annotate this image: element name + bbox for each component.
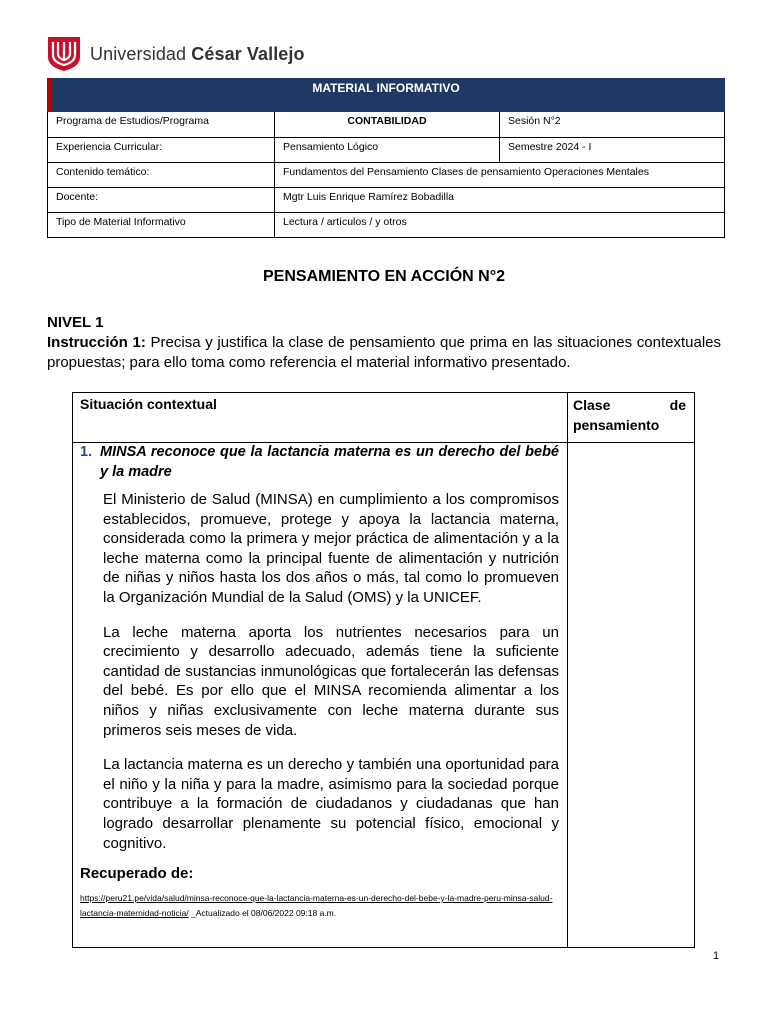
situation-title: MINSA reconoce que la lactancia materna es un derecho del bebé y la madre <box>100 444 559 480</box>
page-number: 1 <box>713 950 720 962</box>
situation-number: 1. <box>80 444 93 460</box>
column-header-thinking-class: Clase de pensamiento <box>573 397 686 433</box>
info-label: Docente: <box>48 188 275 212</box>
material-info-table <box>47 78 725 238</box>
info-value: CONTABILIDAD <box>275 112 500 137</box>
info-value: Mgtr Luis Enrique Ramírez Bobadilla <box>283 191 454 203</box>
instruction-text <box>47 333 721 373</box>
table-header-row <box>73 393 694 443</box>
info-label: Contenido temático: <box>48 163 275 187</box>
info-label: Programa de Estudios/Programa <box>48 112 275 137</box>
instruction-body: Precisa y justifica la clase de pensamiento que prima en las situaciones contextuales propuestas; para ello toma como referencia el material informativo presentado. <box>47 334 721 371</box>
table-row <box>73 443 694 947</box>
info-value: Lectura / artículos / y otros <box>283 216 407 228</box>
paragraph: La leche materna aporta los nutrientes necesarios para un crecimiento y desarrollo adecuado, además tiene la suficiente cantidad de sustancias inmunológicas que fortalecerán las defensas del bebé. Es por ello que el MINSA recomienda alimentar a los niños y niñas exclusivamente con leche materna durante sus primeros seis meses de vida. <box>103 623 559 739</box>
situation-heading <box>80 442 559 482</box>
instruction-label: Instrucción 1: <box>47 334 146 351</box>
info-table-title: MATERIAL INFORMATIVO <box>312 81 460 95</box>
paragraph: El Ministerio de Salud (MINSA) en cumplimiento a los compromisos establecidos, promueve, protege y apoya la lactancia materna, considerada como la primera y mejor práctica de alimentación y a la leche materna como la principal fuente de alimentación y nutrición de niñas y niños hasta los dos años o más, tal como lo promueven la Organización Mundial de la Salud (OMS) y la UNICEF. <box>103 491 559 606</box>
answer-cell[interactable] <box>568 443 694 947</box>
source-label: Recuperado de: <box>80 865 194 883</box>
info-table-header <box>47 78 725 112</box>
info-row-contenido <box>48 162 724 187</box>
accent-bar <box>47 78 52 112</box>
situations-table <box>72 392 695 948</box>
page-title: PENSAMIENTO EN ACCIÓN N°2 <box>263 268 505 285</box>
paragraph: La lactancia materna es un derecho y también una oportunidad para el niño y la niña y para la madre, asimismo para la sociedad porque contribuye a la formación de ciudadanos y ciudadanas que han logrado desarrollar plenamente su potencial físico, emocional y cognitivo. <box>103 756 559 852</box>
source-link[interactable]: https://peru21.pe/vida/salud/minsa-reconoce-que-la-lactancia-materna-es-un-derecho-del-bebe-y-la-madre-peru-minsa-salud-lactancia-maternidad-noticia/ <box>80 893 553 919</box>
level-heading: NIVEL 1 <box>47 314 104 331</box>
info-value: Fundamentos del Pensamiento Clases de pensamiento Operaciones Mentales <box>283 166 649 178</box>
info-extra: Semestre 2024 - I <box>508 141 592 153</box>
source-citation <box>80 891 559 921</box>
info-label: Tipo de Material Informativo <box>48 213 275 237</box>
info-row-docente <box>48 187 724 212</box>
info-row-programa <box>48 112 724 137</box>
situation-cell <box>73 443 568 947</box>
info-value: Pensamiento Lógico <box>275 138 500 162</box>
university-logo <box>48 36 305 72</box>
university-name: Universidad César Vallejo <box>90 43 305 64</box>
info-extra: Sesión N°2 <box>508 115 561 127</box>
info-row-tipo <box>48 212 724 237</box>
ucv-shield-icon <box>48 37 80 71</box>
info-label: Experiencia Curricular: <box>48 138 275 162</box>
info-row-experiencia <box>48 137 724 162</box>
source-date: _Actualizado el 08/06/2022 09:18 a.m. <box>188 908 337 919</box>
column-header-situation: Situación contextual <box>73 393 568 442</box>
